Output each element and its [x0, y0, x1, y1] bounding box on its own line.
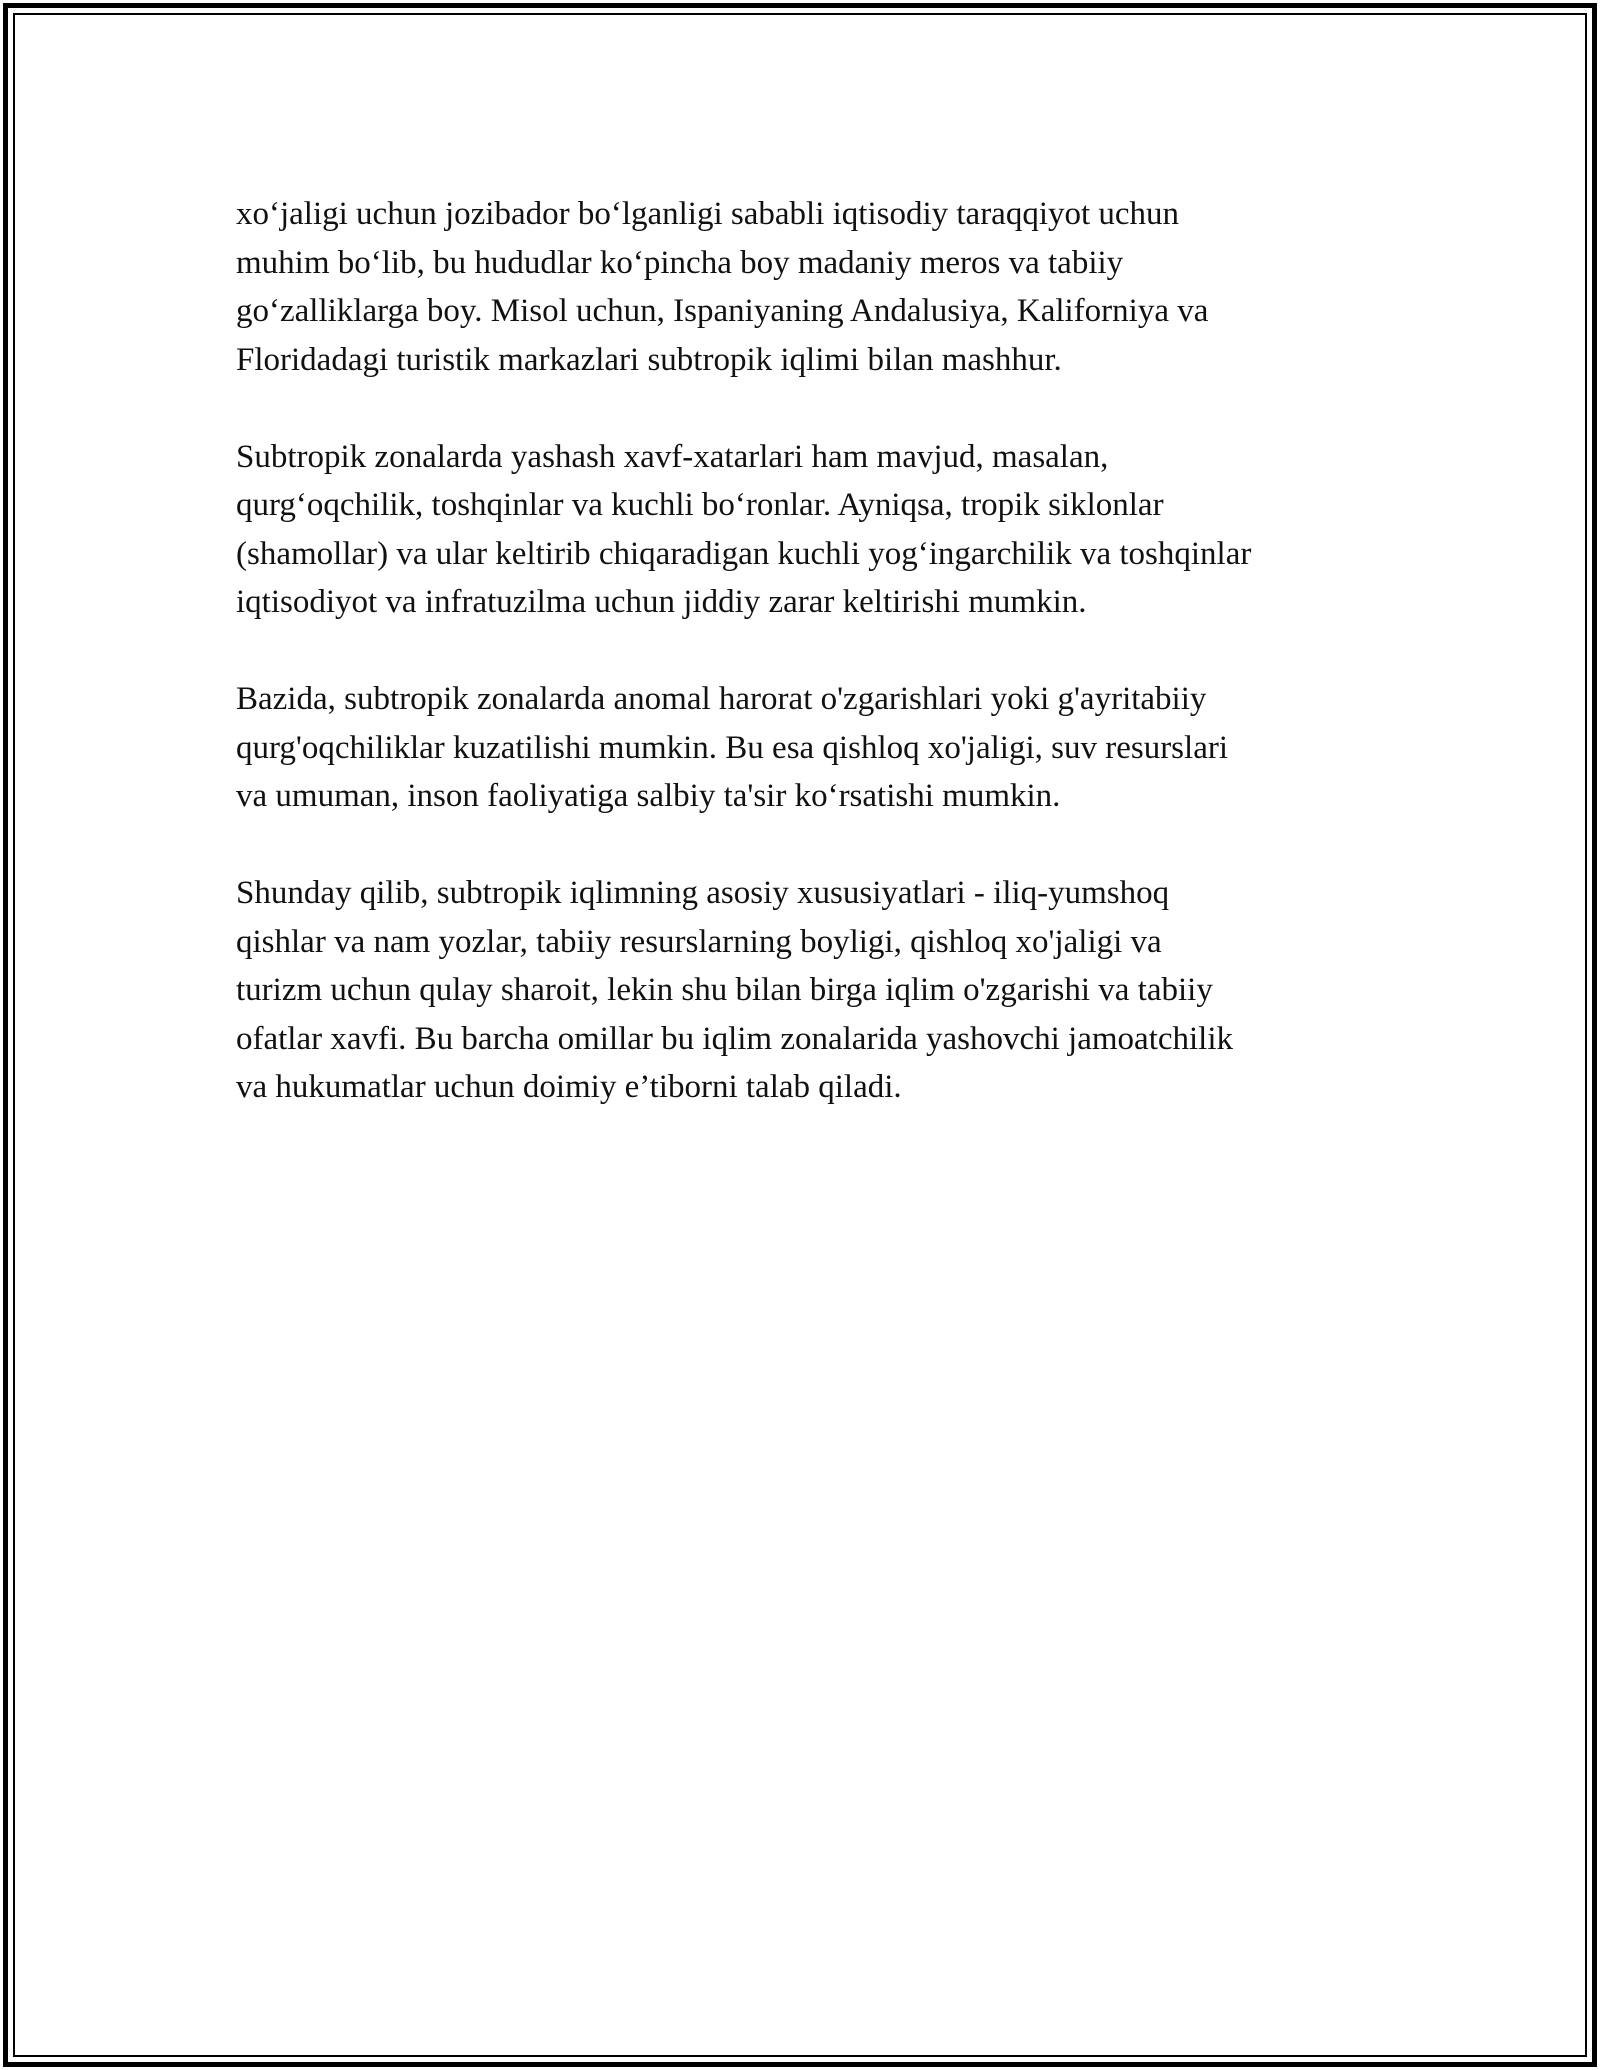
paragraph-3 — [236, 675, 1386, 821]
text-line: iqtisodiyot va infratuzilma uchun jiddiy zarar keltirishi mumkin. — [236, 584, 1087, 620]
text-line: va hukumatlar uchun doimiy e’tiborni talab qiladi. — [236, 1069, 902, 1105]
text-line: Bazida, subtropik zonalarda anomal harorat o'zgarishlari yoki g'ayritabiiy — [236, 681, 1207, 717]
text-line: (shamollar) va ular keltirib chiqaradigan kuchli yog‘ingarchilik va toshqinlar — [236, 535, 1252, 572]
text-line: Subtropik zonalarda yashash xavf-xatarlari ham mavjud, masalan, — [236, 438, 1109, 475]
text-line: muhim bo‘lib, bu hududlar ko‘pincha boy madaniy meros va tabiiy — [236, 244, 1124, 281]
paragraph-2 — [236, 433, 1386, 627]
text-line: go‘zalliklarga boy. Misol uchun, Ispaniyaning Andalusiya, Kaliforniya va — [236, 293, 1209, 329]
text-line: qurg‘oqchilik, toshqinlar va kuchli bo‘ronlar. Ayniqsa, tropik siklonlar — [236, 487, 1164, 523]
text-line: ofatlar xavfi. Bu barcha omillar bu iqlim zonalarida yashovchi jamoatchilik — [236, 1020, 1234, 1057]
text-line: qurg'oqchiliklar kuzatilishi mumkin. Bu esa qishloq xo'jaligi, suv resurslari — [236, 729, 1228, 766]
text-line: turizm uchun qulay sharoit, lekin shu bilan birga iqlim o'zgarishi va tabiiy — [236, 972, 1213, 1008]
paragraph-1 — [236, 190, 1386, 384]
text-line: qishlar va nam yozlar, tabiiy resurslarning boyligi, qishloq xo'jaligi va — [236, 923, 1162, 960]
text-line: Shunday qilib, subtropik iqlimning asosiy xususiyatlari - iliq-yumshoq — [236, 875, 1170, 911]
text-line: Floridadagi turistik markazlari subtropik iqlimi bilan mashhur. — [236, 341, 1062, 378]
text-line: va umuman, inson faoliyatiga salbiy ta'sir ko‘rsatishi mumkin. — [236, 778, 1061, 814]
text-line: xo‘jaligi uchun jozibador bo‘lganligi sababli iqtisodiy taraqqiyot uchun — [236, 196, 1180, 232]
paragraph-4 — [236, 869, 1386, 1112]
document-body — [236, 190, 1386, 1160]
